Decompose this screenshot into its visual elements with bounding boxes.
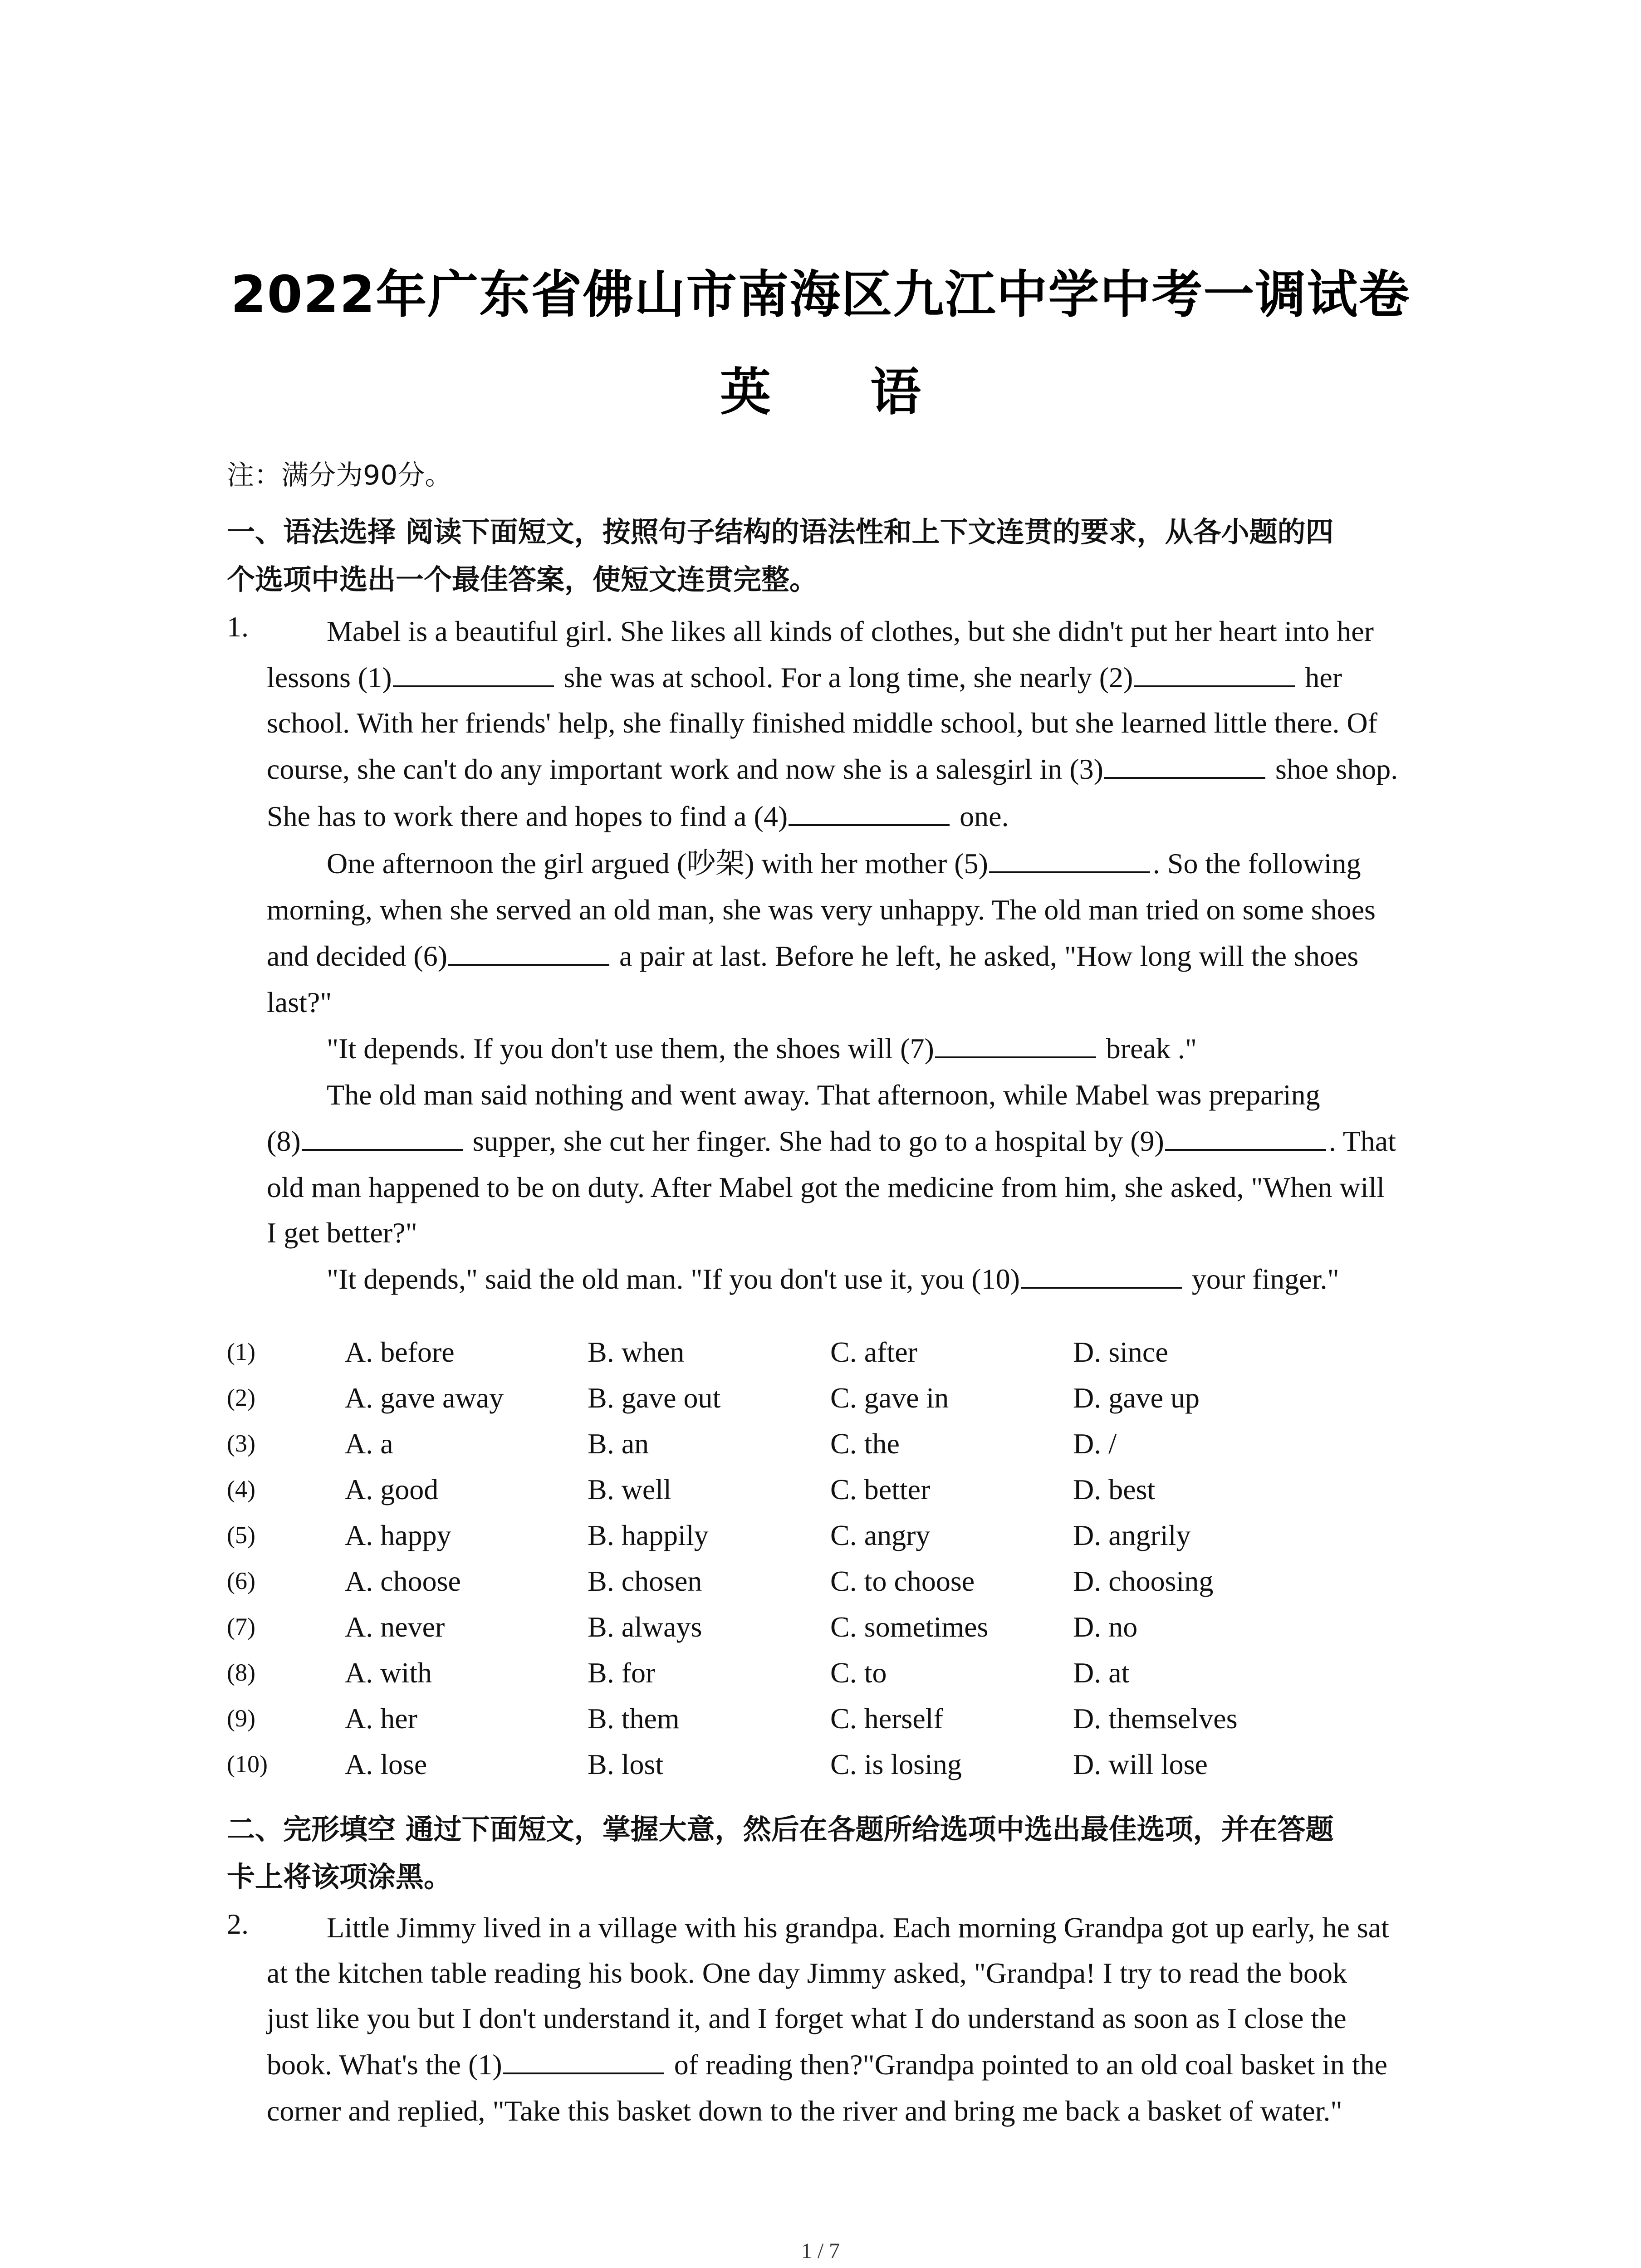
section-heading-line: 二、完形填空 通过下面短文，掌握大意，然后在各题所给选项中选出最佳选项，并在答题 bbox=[227, 1813, 1334, 1846]
passage-line: "It depends," said the old man. "If you don't use it, you (10) your finger." bbox=[267, 1256, 1455, 1303]
passage-line: book. What's the (1) of reading then?"Grandpa pointed to an old coal basket in the bbox=[267, 2041, 1455, 2088]
passage-line: Mabel is a beautiful girl. She likes all kinds of clothes, but she didn't put her heart into her bbox=[327, 615, 1374, 647]
passage-grammar bbox=[267, 608, 1455, 1303]
option-row: (2) A. gave away B. gave out C. gave in D. gave up bbox=[227, 1375, 1452, 1421]
option-row: (1) A. before B. when C. after D. since bbox=[227, 1329, 1452, 1375]
passage-line: I get better?" bbox=[267, 1217, 417, 1249]
option-row: (3) A. a B. an C. the D. / bbox=[227, 1421, 1452, 1466]
section-heading-line: 卡上将该项涂黑。 bbox=[227, 1860, 452, 1893]
option-row: (8) A. with B. for C. to D. at bbox=[227, 1650, 1452, 1696]
option-d[interactable]: D. no bbox=[1073, 1611, 1138, 1643]
option-a[interactable]: A. good bbox=[345, 1473, 439, 1505]
passage-line: course, she can't do any important work and now she is a salesgirl in (3) shoe shop. bbox=[267, 746, 1455, 793]
option-c[interactable]: C. to choose bbox=[830, 1565, 975, 1597]
option-c[interactable]: C. gave in bbox=[830, 1382, 949, 1414]
answer-blank[interactable] bbox=[1021, 1261, 1182, 1289]
option-d[interactable]: D. will lose bbox=[1073, 1748, 1208, 1780]
option-row: (10) A. lose B. lost C. is losing D. will lose bbox=[227, 1741, 1452, 1787]
page-indicator: 1 / 7 bbox=[801, 2239, 840, 2263]
passage-line: at the kitchen table reading his book. One day Jimmy asked, "Grandpa! I try to read the book bbox=[267, 1957, 1347, 1989]
subject-title: 英 语 bbox=[720, 363, 962, 422]
passage-line: last?" bbox=[267, 986, 332, 1018]
option-c[interactable]: C. angry bbox=[830, 1519, 931, 1551]
answer-blank[interactable] bbox=[1165, 1123, 1326, 1151]
passage-cloze bbox=[267, 1905, 1455, 2134]
section-heading-line: 个选项中选出一个最佳答案，使短文连贯完整。 bbox=[227, 563, 818, 596]
option-b[interactable]: B. lost bbox=[588, 1748, 664, 1780]
option-c[interactable]: C. herself bbox=[830, 1702, 943, 1735]
option-b[interactable]: B. happily bbox=[588, 1519, 709, 1551]
option-a[interactable]: A. lose bbox=[345, 1748, 427, 1780]
option-d[interactable]: D. / bbox=[1073, 1427, 1117, 1460]
option-row: (6) A. choose B. chosen C. to choose D. choosing bbox=[227, 1558, 1452, 1604]
option-b[interactable]: B. an bbox=[588, 1427, 649, 1460]
option-a[interactable]: A. her bbox=[345, 1702, 417, 1735]
passage-line: just like you but I don't understand it, and I forget what I do understand as soon as I close the bbox=[267, 2002, 1347, 2034]
answer-blank[interactable] bbox=[302, 1123, 463, 1151]
passage-line: old man happened to be on duty. After Mabel got the medicine from him, she asked, "When will bbox=[267, 1171, 1385, 1203]
passage-line: morning, when she served an old man, she was very unhappy. The old man tried on some shoes bbox=[267, 894, 1376, 926]
option-c[interactable]: C. sometimes bbox=[830, 1611, 989, 1643]
option-a[interactable]: A. gave away bbox=[345, 1382, 504, 1414]
option-a[interactable]: A. choose bbox=[345, 1565, 461, 1597]
passage-line: school. With her friends' help, she finally finished middle school, but she learned little there. Of bbox=[267, 707, 1378, 739]
option-d[interactable]: D. choosing bbox=[1073, 1565, 1214, 1597]
option-row: (4) A. good B. well C. better D. best bbox=[227, 1466, 1452, 1512]
option-a[interactable]: A. happy bbox=[345, 1519, 451, 1551]
passage-line: Little Jimmy lived in a village with his grandpa. Each morning Grandpa got up early, he sat bbox=[327, 1911, 1389, 1944]
option-b[interactable]: B. for bbox=[588, 1657, 656, 1689]
option-a[interactable]: A. never bbox=[345, 1611, 445, 1643]
option-a[interactable]: A. a bbox=[345, 1427, 393, 1460]
score-note: 注：满分为90分。 bbox=[227, 459, 452, 491]
answer-blank[interactable] bbox=[1104, 751, 1265, 779]
option-d[interactable]: D. at bbox=[1073, 1657, 1130, 1689]
passage-line: corner and replied, "Take this basket down to the river and bring me back a basket of water." bbox=[267, 2095, 1342, 2127]
option-b[interactable]: B. them bbox=[588, 1702, 680, 1735]
passage-line: One afternoon the girl argued (吵架) with her mother (5) . So the following bbox=[267, 840, 1455, 887]
option-b[interactable]: B. well bbox=[588, 1473, 671, 1505]
option-d[interactable]: D. gave up bbox=[1073, 1382, 1200, 1414]
option-c[interactable]: C. after bbox=[830, 1336, 917, 1368]
section-heading-line: 一、语法选择 阅读下面短文，按照句子结构的语法性和上下文连贯的要求，从各小题的四 bbox=[227, 515, 1334, 548]
options-table bbox=[227, 1329, 1452, 1787]
option-c[interactable]: C. better bbox=[830, 1473, 931, 1505]
answer-blank[interactable] bbox=[1134, 659, 1295, 687]
passage-line: (8) supper, she cut her finger. She had to go to a hospital by (9) . That bbox=[267, 1118, 1455, 1165]
passage-line: lessons (1) she was at school. For a long time, she nearly (2) her bbox=[267, 655, 1455, 700]
option-b[interactable]: B. when bbox=[588, 1336, 685, 1368]
option-row: (7) A. never B. always C. sometimes D. no bbox=[227, 1604, 1452, 1650]
option-a[interactable]: A. with bbox=[345, 1657, 432, 1689]
option-row: (9) A. her B. them C. herself D. themselves bbox=[227, 1696, 1452, 1741]
option-row: (5) A. happy B. happily C. angry D. angrily bbox=[227, 1512, 1452, 1558]
answer-blank[interactable] bbox=[789, 798, 950, 826]
answer-blank[interactable] bbox=[935, 1030, 1096, 1058]
option-c[interactable]: C. the bbox=[830, 1427, 900, 1460]
option-c[interactable]: C. is losing bbox=[830, 1748, 962, 1780]
passage-line: and decided (6) a pair at last. Before he left, he asked, "How long will the shoes bbox=[267, 933, 1455, 980]
question-number: 2. bbox=[227, 1908, 249, 1940]
option-d[interactable]: D. best bbox=[1073, 1473, 1156, 1505]
passage-line: The old man said nothing and went away. That afternoon, while Mabel was preparing bbox=[327, 1079, 1320, 1111]
answer-blank[interactable] bbox=[503, 2046, 664, 2074]
option-b[interactable]: B. always bbox=[588, 1611, 702, 1643]
passage-line: She has to work there and hopes to find a (4) one. bbox=[267, 793, 1455, 840]
option-c[interactable]: C. to bbox=[830, 1657, 887, 1689]
section-heading-cloze bbox=[227, 1805, 1434, 1901]
option-a[interactable]: A. before bbox=[345, 1336, 455, 1368]
answer-blank[interactable] bbox=[448, 938, 609, 966]
page-title: 2022年广东省佛山市南海区九江中学中考一调试卷 bbox=[230, 265, 1411, 324]
answer-blank[interactable] bbox=[989, 845, 1150, 873]
question-number: 1. bbox=[227, 611, 249, 643]
passage-line: "It depends. If you don't use them, the shoes will (7) break ." bbox=[267, 1025, 1455, 1072]
answer-blank[interactable] bbox=[393, 659, 554, 687]
option-b[interactable]: B. chosen bbox=[588, 1565, 702, 1597]
option-b[interactable]: B. gave out bbox=[588, 1382, 721, 1414]
section-heading-grammar bbox=[227, 508, 1434, 603]
option-d[interactable]: D. since bbox=[1073, 1336, 1168, 1368]
option-d[interactable]: D. angrily bbox=[1073, 1519, 1191, 1551]
option-d[interactable]: D. themselves bbox=[1073, 1702, 1238, 1735]
